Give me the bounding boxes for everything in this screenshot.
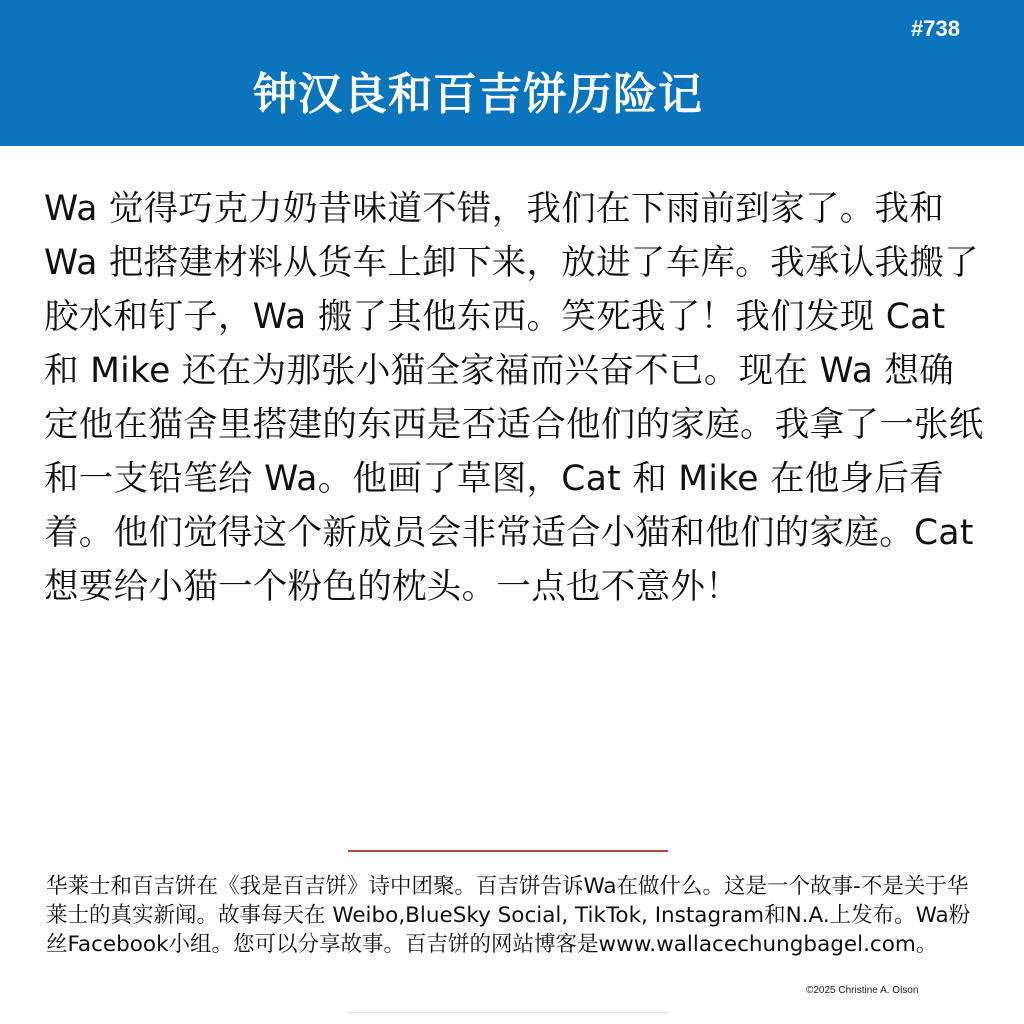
footer-note: 华莱士和百吉饼在《我是百吉饼》诗中团聚。百吉饼告诉Wa在做什么。这是一个故事-不是关于华莱士的真实新闻。故事每天在 Weibo,BlueSky Social, TikTok, Instagram和N.A.上发布。Wa粉丝Facebook小组。您可以分享故事。百吉饼的网站博客是www.wallacechungbagel.com。: [46, 874, 971, 957]
footer-divider: [348, 850, 668, 852]
bottom-rule: [348, 1012, 668, 1013]
copyright-text: ©2025 Christine A. Olson: [806, 985, 919, 996]
page-title: 钟汉良和百吉饼历险记: [253, 69, 703, 120]
episode-number: #738: [911, 16, 960, 41]
story-text: Wa 觉得巧克力奶昔味道不错，我们在下雨前到家了。我和 Wa 把搭建材料从货车上卸下来，放进了车库。我承认我搬了胶水和钉子，Wa 搬了其他东西。笑死我了！我们发现 Cat 和 Mike 还在为那张小猫全家福而兴奋不已。现在 Wa 想确定他在猫舍里搭建的东西是否适合他们的家庭。我拿了一张纸和一支铅笔给 Wa。他画了草图，Cat 和 Mike 在他身后看着。他们觉得这个新成员会非常适合小猫和他们的家庭。Cat 想要给小猫一个粉色的枕头。一点也不意外！: [44, 189, 984, 607]
header-banner: [0, 0, 1024, 146]
